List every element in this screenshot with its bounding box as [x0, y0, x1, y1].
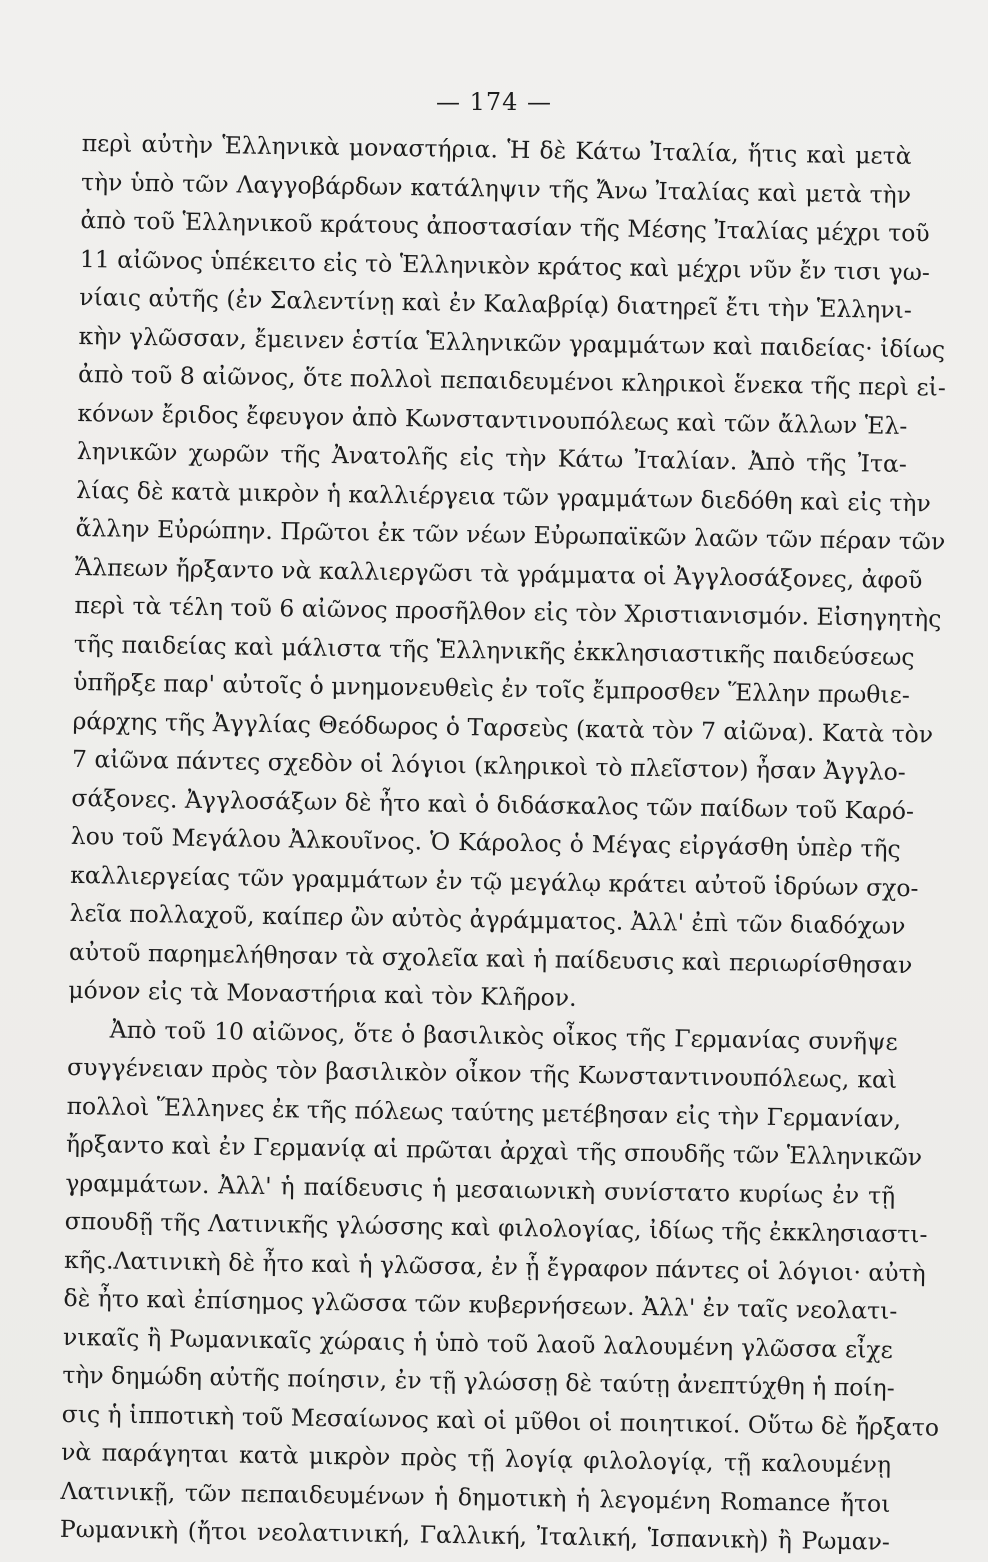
- text-line: λου τοῦ Μεγάλου Ἀλκουῖνος. Ὁ Κάρολος ὁ Μέγας εἰργάσθη ὑπὲρ τῆς: [70, 821, 901, 863]
- text-line: 11 αἰῶνος ὑπέκειτο εἰς τὸ Ἑλληνικὸν κράτος καὶ μέχρι νῦν ἔν τισι γω-: [79, 244, 931, 286]
- text-line: ληνικῶν χωρῶν τῆς Ἀνατολῆς εἰς τὴν Κάτω Ἰταλίαν. Ἀπὸ τῆς Ἰτα-: [76, 436, 907, 478]
- text-line: Λατινικῇ, τῶν πεπαιδευμένων ἡ δημοτικὴ ἡ λεγομένη Romance ἤτοι: [60, 1476, 891, 1518]
- text-line: νίαις αὐτῆς (ἐν Σαλεντίνῃ καὶ ἐν Καλαβρίᾳ) διατηρεῖ ἔτι τὴν Ἑλληνι-: [79, 282, 913, 325]
- text-line: Ρωμανικὴ (ἤτοι νεολατινική, Γαλλική, Ἰταλική, Ἱσπανικὴ) ἢ Ρωμαν-: [59, 1514, 891, 1556]
- text-line: 7 αἰῶνα πάντες σχεδὸν οἱ λόγιοι (κληρικοὶ τὸ πλεῖστον) ἦσαν Ἀγγλο-: [71, 744, 906, 787]
- text-line: αὐτοῦ παρημελήθησαν τὰ σχολεῖα καὶ ἡ παίδευσις καὶ περιωρίσθησαν: [68, 937, 913, 979]
- text-line: Ἀπὸ τοῦ 10 αἰῶνος, ὅτε ὁ βασιλικὸς οἶκος τῆς Γερμανίας συνῆψε: [109, 1015, 898, 1056]
- text-line: περὶ αὐτὴν Ἑλληνικὰ μοναστήρια. Ἡ δὲ Κάτω Ἰταλία, ἥτις καὶ μετὰ: [81, 128, 912, 171]
- text-line: μόνον εἰς τὰ Μοναστήρια καὶ τὸν Κλῆρον.: [68, 975, 577, 1012]
- text-line: τὴν ὑπὸ τῶν Λαγγοβάρδων κατάληψιν τῆς Ἄνω Ἰταλίας καὶ μετὰ τὴν: [80, 167, 912, 209]
- body-text: [59, 124, 947, 1561]
- text-line: καλλιεργείας τῶν γραμμάτων ἐν τῷ μεγάλῳ κράτει αὐτοῦ ἱδρύων σχο-: [69, 860, 919, 902]
- text-line: δὲ ἦτο καὶ ἐπίσημος γλῶσσα τῶν κυβερνήσεων. Ἀλλ' ἐν ταῖς νεολατι-: [63, 1283, 898, 1325]
- text-line: ἀπὸ τοῦ Ἑλληνικοῦ κράτους ἀποστασίαν τῆς Μέσης Ἰταλίας μέχρι τοῦ: [80, 205, 930, 248]
- text-line: νικαῖς ἢ Ρωμανικαῖς χώραις ἡ ὑπὸ τοῦ λαοῦ λαλουμένη γλῶσσα εἶχε: [62, 1322, 894, 1364]
- text-line: σις ἡ ἱπποτικὴ τοῦ Μεσαίωνος καὶ οἱ μῦθοι οἱ ποιητικοί. Οὕτω δὲ ἤρξατο: [61, 1399, 940, 1442]
- text-line: κῆς.Λατινικὴ δὲ ἦτο καὶ ἡ γλῶσσα, ἐν ᾗ ἔγραφον πάντες οἱ λόγιοι· αὐτὴ: [63, 1245, 926, 1287]
- text-line: τὴν δημώδη αὐτῆς ποίησιν, ἐν τῇ γλώσσῃ δὲ ταύτῃ ἀνεπτύχθη ἡ ποίη-: [62, 1360, 895, 1402]
- text-line: περὶ τὰ τέλη τοῦ 6 αἰῶνος προσῆλθον εἰς τὸν Χριστιανισμόν. Εἰσηγητὴς: [74, 590, 942, 633]
- text-line: Ἄλπεων ἤρξαντο νὰ καλλιεργῶσι τὰ γράμματα οἱ Ἀγγλοσάξονες, ἀφοῦ: [74, 552, 923, 594]
- page-number: — 174 —: [435, 88, 553, 116]
- text-line: κὴν γλῶσσαν, ἔμεινεν ἑστία Ἑλληνικῶν γραμμάτων καὶ παιδείας· ἰδίως: [78, 321, 946, 364]
- text-line: τῆς παιδείας καὶ μάλιστα τῆς Ἑλληνικῆς ἐκκλησιαστικῆς παιδεύσεως: [73, 629, 915, 671]
- text-line: λίας δὲ κατὰ μικρὸν ἡ καλλιέργεια τῶν γραμμάτων διεδόθη καὶ εἰς τὴν: [76, 475, 932, 517]
- text-line: κόνων ἔριδος ἔφευγον ἀπὸ Κωνσταντινουπόλεως καὶ τῶν ἄλλων Ἑλ-: [77, 398, 908, 440]
- text-line: ράρχης τῆς Ἀγγλίας Θεόδωρος ὁ Ταρσεὺς (κατὰ τὸν 7 αἰῶνα). Κατὰ τὸν: [72, 706, 934, 748]
- text-line: ἀπὸ τοῦ 8 αἰῶνος, ὅτε πολλοὶ πεπαιδευμένοι κληρικοὶ ἕνεκα τῆς περὶ εἰ-: [77, 359, 947, 402]
- text-line: ἤρξαντο καὶ ἐν Γερμανίᾳ αἱ πρῶται ἀρχαὶ τῆς σπουδῆς τῶν Ἑλληνικῶν: [65, 1129, 923, 1172]
- text-line: συγγένειαν πρὸς τὸν βασιλικὸν οἶκον τῆς Κωνσταντινουπόλεως, καὶ: [66, 1052, 898, 1094]
- text-line: πολλοὶ Ἕλληνες ἐκ τῆς πόλεως ταύτης μετέβησαν εἰς τὴν Γερμανίαν,: [66, 1091, 902, 1133]
- text-line: ὑπῆρξε παρ' αὐτοῖς ὁ μνημονευθεὶς ἐν τοῖς ἔμπροσθεν Ἕλλην πρωθιε-: [73, 667, 910, 710]
- text-line: σάξονες. Ἀγγλοσάξων δὲ ἦτο καὶ ὁ διδάσκαλος τῶν παίδων τοῦ Καρό-: [71, 783, 915, 825]
- text-line: σπουδῇ τῆς Λατινικῆς γλώσσης καὶ φιλολογίας, ἰδίως τῆς ἐκκλησιαστι-: [64, 1206, 928, 1249]
- text-line: νὰ παράγηται κατὰ μικρὸν πρὸς τῇ λογίᾳ φιλολογίᾳ, τῇ καλουμένῃ: [60, 1437, 892, 1479]
- text-line: γραμμάτων. Ἀλλ' ἡ παίδευσις ἡ μεσαιωνικὴ συνίστατο κυρίως ἐν τῇ: [65, 1168, 896, 1210]
- text-line: λεῖα πολλαχοῦ, καίπερ ὢν αὐτὸς ἀγράμματος. Ἀλλ' ἐπὶ τῶν διαδόχων: [69, 898, 906, 941]
- text-line: ἄλλην Εὐρώπην. Πρῶτοι ἐκ τῶν νέων Εὐρωπαϊκῶν λαῶν τῶν πέραν τῶν: [75, 513, 946, 556]
